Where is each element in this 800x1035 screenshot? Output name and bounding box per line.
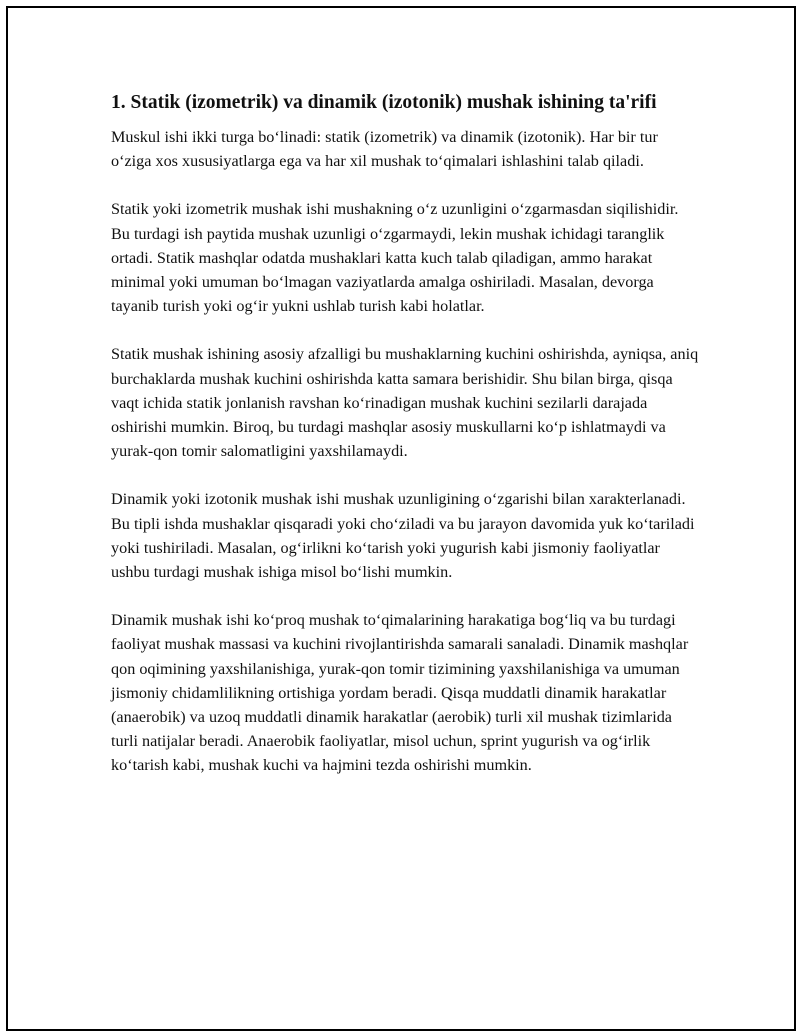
paragraph-5: Dinamik mushak ishi ko‘proq mushak to‘qimalarining harakatiga bog‘liq va bu turdagi faoliyat mushak massasi va kuchini rivojlantirishda samarali sanaladi. Dinamik mashqlar qon oqimining yaxshilanishiga, yurak-qon tomir tizimining yaxshilanishiga va umuman jismoniy chidamlilikning ortishiga yordam beradi. Qisqa muddatli dinamik harakatlar (anaerobik) va uzoq muddatli dinamik harakatlar (aerobik) turli xil mushak tizimlarida turli natijalar beradi. Anaerobik faoliyatlar, misol uchun, sprint yugurish va og‘irlik ko‘tarish kabi, mushak kuchi va hajmini tezda oshirishi mumkin.: [111, 611, 689, 775]
paragraph-4: Dinamik yoki izotonik mushak ishi mushak uzunligining o‘zgarishi bilan xarakterlanadi. Bu tipli ishda mushaklar qisqaradi yoki cho‘ziladi va bu jarayon davomida yuk ko‘tariladi yoki tushiriladi. Masalan, og‘irlikni ko‘tarish yoki yugurish kabi jismoniy faoliyatlar ushbu turdagi mushak ishiga misol bo‘lishi mumkin.: [111, 490, 695, 582]
paragraph-1: Muskul ishi ikki turga bo‘linadi: statik (izometrik) va dinamik (izotonik). Har bir tur o‘ziga xos xususiyatlarga ega va har xil mushak to‘qimalari ishlashini talab qiladi.: [111, 128, 658, 171]
document-body: [111, 88, 701, 802]
document-title: 1. Statik (izometrik) va dinamik (izotonik) mushak ishining ta'rifi: [111, 92, 657, 113]
paragraph-2: Statik yoki izometrik mushak ishi mushakning o‘z uzunligini o‘zgarmasdan siqilishidir. Bu turdagi ish paytida mushak uzunligi o‘zgarmaydi, lekin mushak ichidagi taranglik ortadi. Statik mashqlar odatda mushaklari katta kuch talab qiladigan, ammo harakat minimal yoki umuman bo‘lmagan vaziyatlarda amalga oshiriladi. Masalan, devorga tayanib turish yoki og‘ir yukni ushlab turish kabi holatlar.: [111, 200, 679, 316]
paragraph-3: Statik mushak ishining asosiy afzalligi bu mushaklarning kuchini oshirishda, ayniqsa, aniq burchaklarda mushak kuchini oshirishda katta samara berishidir. Shu bilan birga, qisqa vaqt ichida statik jonlanish ravshan ko‘rinadigan mushak kuchini sezilarli darajada oshirishi mumkin. Biroq, bu turdagi mashqlar asosiy muskullarni ko‘p ishlatmaydi va yurak-qon tomir salomatligini yaxshilamaydi.: [111, 345, 699, 461]
